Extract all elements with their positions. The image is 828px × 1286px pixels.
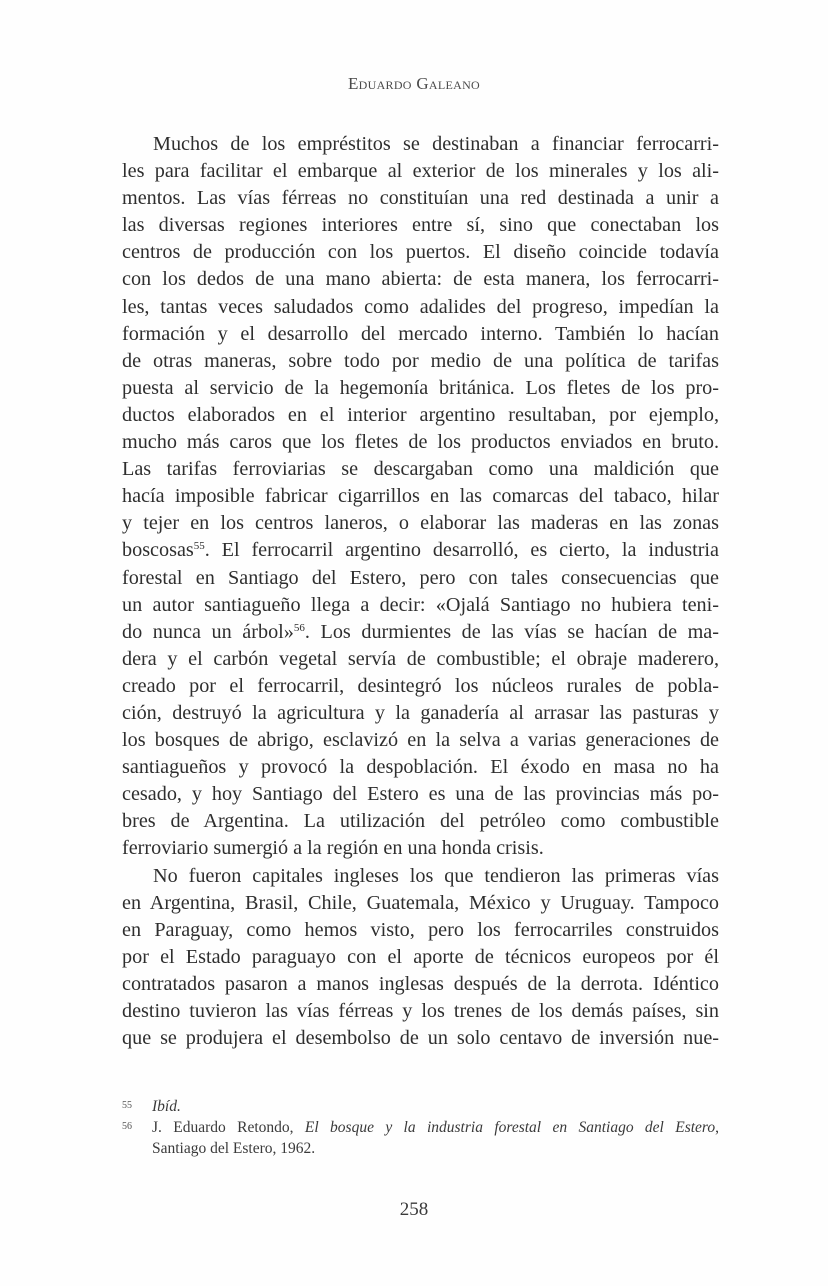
- text-line: con los dedos de una mano abierta: de esta manera, los ferrocarri-: [122, 268, 719, 291]
- page-number: 258: [399, 1199, 429, 1220]
- text-line: las diversas regiones interiores entre sí, sino que conectaban los: [122, 214, 719, 237]
- footnote-author: J. Eduardo Retondo,: [152, 1119, 305, 1136]
- text-fragment: do nunca un árbol»: [122, 620, 294, 643]
- text-line: [122, 537, 719, 564]
- text-line: bres de Argentina. La utilización del petróleo como combustible: [122, 810, 719, 833]
- text-line: formación y el desarrollo del mercado interno. También lo hacían: [122, 322, 719, 345]
- footnote-title: El bosque y la industria forestal en Santiago del Estero: [304, 1119, 716, 1136]
- text-line: de otras maneras, sobre todo por medio de una política de tarifas: [122, 349, 719, 372]
- text-line: mentos. Las vías férreas no constituían una red destinada a unir a: [122, 187, 719, 210]
- text-line: en Argentina, Brasil, Chile, Guatemala, México y Uruguay. Tampoco: [122, 891, 719, 914]
- text-line: contratados pasaron a manos inglesas después de la derrota. Idéntico: [122, 972, 719, 995]
- text-line: centros de producción con los puertos. El diseño coincide todavía: [122, 241, 719, 264]
- footnote-italic: Ibíd.: [152, 1098, 181, 1115]
- text-fragment: boscosas: [122, 539, 194, 562]
- text-line: ferroviario sumergió a la región en una honda crisis.: [122, 837, 544, 860]
- footnote-punct: ,: [715, 1119, 719, 1136]
- text-line: Las tarifas ferroviarias se descargaban como una maldición que: [122, 458, 719, 481]
- text-line: creado por el ferrocarril, desintegró los núcleos rurales de pobla-: [122, 674, 719, 697]
- body-text: [122, 131, 719, 1052]
- text-line: y tejer en los centros laneros, o elaborar las maderas en las zonas: [122, 512, 719, 535]
- text-line: por el Estado paraguayo con el aporte de técnicos europeos por él: [122, 945, 719, 968]
- footnote-text-line2: Santiago del Estero, 1962.: [152, 1140, 316, 1157]
- footnote-ref-56[interactable]: 56: [293, 621, 305, 634]
- text-line: cesado, y hoy Santiago del Estero es una de las provincias más po-: [122, 783, 719, 806]
- text-line: Muchos de los empréstitos se destinaban a financiar ferrocarri-: [153, 133, 719, 155]
- footnote-55: [122, 1096, 719, 1117]
- text-line: un autor santiagueño llega a decir: «Ojalá Santiago no hubiera teni-: [122, 593, 719, 616]
- running-head: Eduardo Galeano: [347, 74, 481, 93]
- text-line: [122, 619, 719, 646]
- text-fragment: . El ferrocarril argentino desarrolló, es cierto, la industria: [204, 539, 719, 562]
- footnote-text: [152, 1117, 719, 1138]
- footnote-number: 55: [122, 1100, 132, 1111]
- text-line: puesta al servicio de la hegemonía británica. Los fletes de los pro-: [122, 376, 719, 399]
- text-line: les, tantas veces saludados como adalides del progreso, impedían la: [122, 295, 719, 318]
- text-line: en Paraguay, como hemos visto, pero los ferrocarriles construidos: [122, 918, 719, 941]
- footnote-text: [152, 1096, 719, 1117]
- footnote-ref-55[interactable]: 55: [193, 540, 205, 553]
- text-line: ción, destruyó la agricultura y la ganadería al arrasar las pasturas y: [122, 701, 719, 724]
- text-line: los bosques de abrigo, esclavizó en la selva a varias generaciones de: [122, 729, 719, 752]
- text-fragment: . Los durmientes de las vías se hacían de ma-: [304, 620, 719, 643]
- footnote-number: 56: [122, 1121, 132, 1132]
- text-line: dera y el carbón vegetal servía de combustible; el obraje maderero,: [122, 647, 719, 670]
- text-line: destino tuvieron las vías férreas y los trenes de los demás países, sin: [122, 1000, 719, 1022]
- text-line: hacía imposible fabricar cigarrillos en las comarcas del tabaco, hilar: [122, 485, 719, 508]
- footnotes: [122, 1096, 719, 1159]
- text-line: No fueron capitales ingleses los que tendieron las primeras vías: [153, 864, 719, 887]
- text-line: mucho más caros que los fletes de los productos enviados en bruto.: [122, 431, 719, 454]
- text-line: que se produjera el desembolso de un solo centavo de inversión nue-: [122, 1027, 719, 1050]
- text-line: ductos elaborados en el interior argentino resultaban, por ejemplo,: [122, 403, 719, 426]
- text-line: les para facilitar el embarque al exterior de los minerales y los ali-: [122, 160, 719, 183]
- footnote-56: [122, 1117, 719, 1159]
- text-line: santiagueños y provocó la despoblación. El éxodo en masa no ha: [122, 756, 719, 779]
- text-line: forestal en Santiago del Estero, pero con tales consecuencias que: [122, 566, 719, 589]
